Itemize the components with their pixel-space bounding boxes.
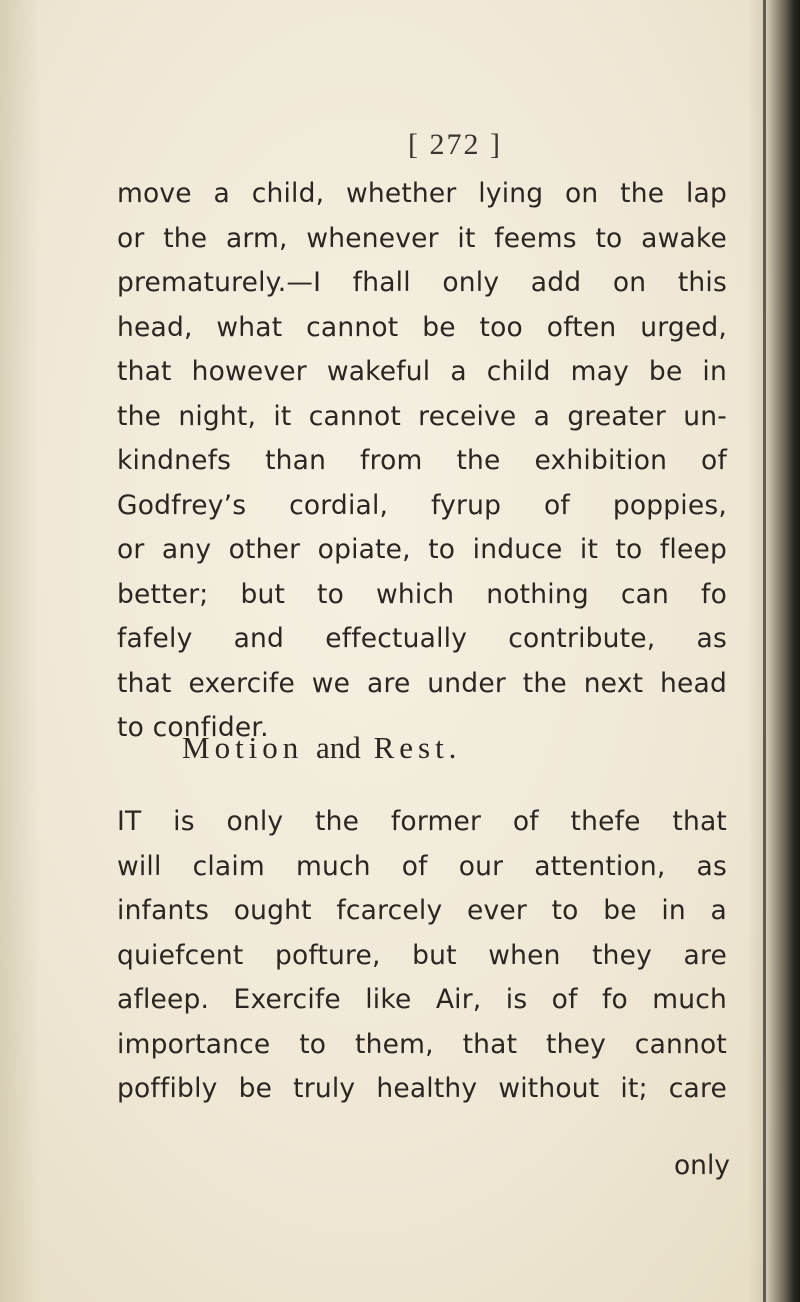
text-line: to confider. — [117, 712, 269, 743]
text-line: or any other opiate, to induce it to fleep — [117, 534, 727, 565]
gutter-line — [763, 0, 766, 1302]
section-heading — [182, 730, 722, 766]
page-number: [ 272 ] — [408, 128, 502, 161]
text-line: prematurely.—I fhall only add on this — [117, 267, 727, 298]
heading-rest: Rest. — [373, 730, 462, 765]
paragraph-1 — [117, 172, 727, 751]
text-line: or the arm, whenever it feems to awake — [117, 222, 727, 254]
text-line: better; but to which nothing can fo — [117, 578, 727, 610]
text-line: poffibly be truly healthy without it; care — [117, 1073, 727, 1104]
heading-and: and — [316, 730, 361, 765]
text-line: head, what cannot be too often urged, — [117, 311, 727, 343]
text-line: Godfrey’s cordial, fyrup of poppies, — [117, 489, 727, 521]
text-line: afleep. Exercife like Air, is of fo much — [117, 984, 727, 1015]
text-line: the night, it cannot receive a greater un- — [117, 400, 727, 432]
catchword: only — [673, 1150, 730, 1181]
text-line: quiefcent pofture, but when they are — [117, 939, 727, 971]
text-line: kindnefs than from the exhibition of — [117, 445, 727, 476]
page-edge-stain — [0, 0, 40, 1302]
text-line: move a child, whether lying on the lap — [117, 178, 727, 209]
book-gutter-shadow — [748, 0, 800, 1302]
text-line: that however wakeful a child may be in — [117, 356, 727, 387]
text-line: importance to them, that they cannot — [117, 1028, 727, 1060]
text-line: that exercife we are under the next head — [117, 667, 727, 699]
text-line: IT is only the former of thefe that — [117, 806, 727, 837]
text-line: fafely and effectually contribute, as — [117, 623, 727, 654]
text-line: will claim much of our attention, as — [117, 850, 727, 882]
heading-motion: Motion — [182, 730, 304, 765]
text-line: infants ought fcarcely ever to be in a — [117, 895, 727, 926]
paragraph-2 — [117, 800, 727, 1112]
